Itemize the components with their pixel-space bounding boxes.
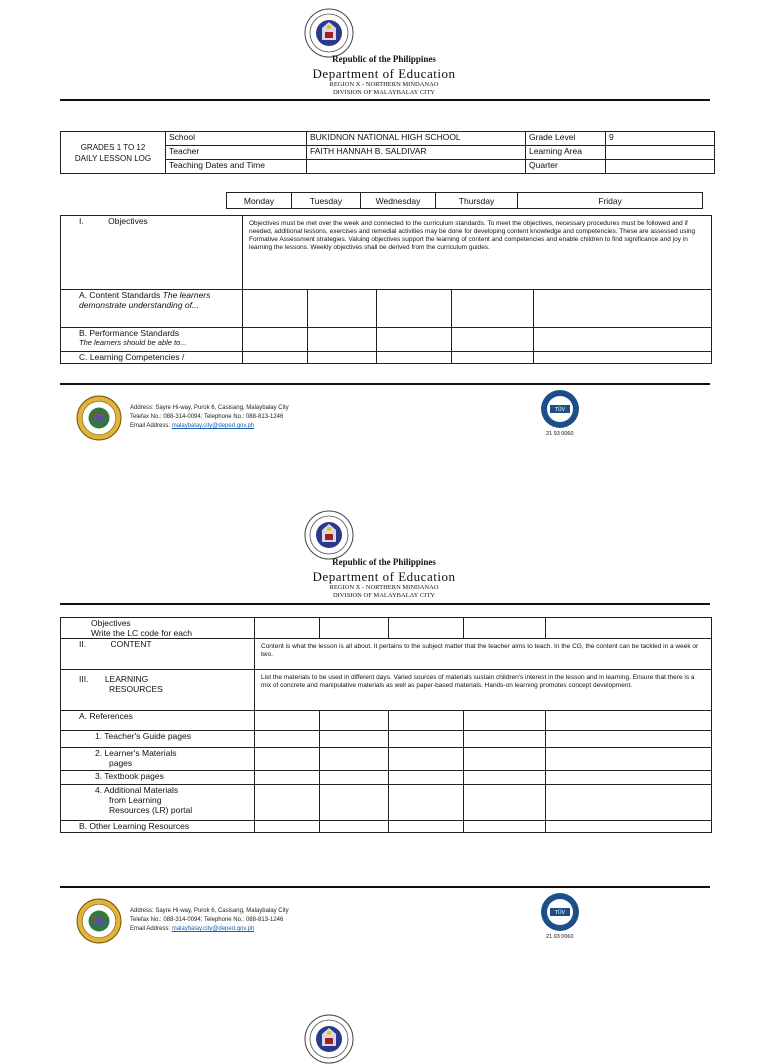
content-row-label: [61, 639, 255, 670]
school-value: BUKIDNON NATIONAL HIGH SCHOOL: [307, 132, 526, 146]
cs-wednesday: [377, 290, 452, 328]
content-num: II.: [79, 639, 87, 649]
performance-std-label: B. Performance Standards: [79, 328, 180, 338]
quarter-value: [606, 160, 715, 174]
learners-mat-1: 2. Learner's Materials: [95, 748, 177, 758]
division-label-2: DIVISION OF MALAYBALAY CITY: [332, 592, 436, 599]
competencies-label: C. Learning Competencies /: [61, 352, 243, 364]
footer-address-block-2: [130, 907, 289, 934]
objectives-text: Objectives must be met over the week and connected to the curriculum standards. To meet the objectives, necessary procedures must be followed and if needed, additional lessons, exercises and remedial activities may be done for developing content knowledge and competencies. These are assessed using Formative Assessment strategies. Valuing objectives support the learning of content and competencies and enable children to find significance and joy in learning the lessons. Weekly objectives shall be derived from the curriculum guides.: [243, 216, 712, 290]
day-monday: Monday: [227, 193, 292, 209]
content-label: CONTENT: [110, 639, 152, 649]
footer-phone-2: Telefax No.: 088-314-0094; Telephone No.: 088-813-1246: [130, 917, 284, 923]
resources-label-2: RESOURCES: [109, 684, 163, 694]
objectives-cont-cell: [61, 618, 255, 639]
resources-label-1: LEARNING: [104, 674, 149, 684]
cs-monday: [243, 290, 308, 328]
footer-phone: Telefax No.: 088-314-0094; Telephone No.: 088-813-1246: [130, 414, 284, 420]
references-label: A. References: [61, 711, 255, 731]
ps-thursday: [452, 328, 534, 352]
other-resources-label: B. Other Learning Resources: [61, 821, 255, 833]
content-std-label: A. Content Standards: [79, 290, 161, 300]
grades-label: GRADES 1 TO 12: [80, 142, 146, 152]
footer-address-block: [130, 404, 289, 431]
deped-seal-icon: [304, 510, 354, 560]
cs-tuesday: [308, 290, 377, 328]
additional-1: 4. Additional Materials: [95, 785, 179, 795]
footer-divider: [60, 383, 710, 385]
footer-email-link-2[interactable]: malaybalay.city@deped.gov.ph: [171, 926, 255, 932]
teacher-value: FAITH HANNAH B. SALDIVAR: [307, 146, 526, 160]
cert-number: 21 93 0060: [546, 431, 574, 437]
tuv-cert-icon: [540, 892, 580, 932]
republic-title: Republic of the Philippines: [332, 54, 436, 64]
day-friday: Friday: [518, 193, 703, 209]
division-seal-icon: [76, 898, 122, 944]
info-table: [60, 131, 715, 174]
footer-address: Address: Sayre Hi-way, Purok 6, Casisang, Malaybalay City: [130, 405, 289, 411]
region-label: REGION X - NORTHERN MINDANAO: [329, 81, 439, 88]
additional-materials-cell: [61, 785, 255, 821]
day-wednesday: Wednesday: [361, 193, 436, 209]
objectives-num: I.: [79, 216, 84, 226]
teacher-label: Teacher: [166, 146, 307, 160]
learning-area-label: Learning Area: [526, 146, 606, 160]
performance-std-cell: [61, 328, 243, 352]
objectives-cont-1: Objectives: [91, 618, 131, 628]
footer-email-label-2: Email Address:: [130, 926, 171, 932]
content-text: Content is what the lesson is all about. It pertains to the subject matter that the teacher aims to teach. In the CG, the content can be tackled in a week or two.: [255, 639, 712, 670]
ps-friday: [534, 328, 712, 352]
region-label-2: REGION X - NORTHERN MINDANAO: [329, 584, 439, 591]
cert-number-2: 21 93 0060: [546, 934, 574, 940]
resources-num: III.: [79, 674, 89, 684]
deped-seal-icon: [304, 8, 354, 58]
tuv-cert-icon: [540, 389, 580, 429]
performance-std-hint: The learners should be able to...: [79, 338, 187, 347]
division-label: DIVISION OF MALAYBALAY CITY: [332, 89, 436, 96]
footer-email-link[interactable]: malaybalay.city@deped.gov.ph: [171, 423, 255, 429]
objectives-table: [60, 215, 712, 364]
resources-text: List the materials to be used in different days. Varied sources of materials sustain children's interest in the lesson and in learning. Ensure that there is a mix of concrete and manipulative materials as well as paper-based materials. Hands-on learning promotes concept development.: [255, 670, 712, 711]
ps-tuesday: [308, 328, 377, 352]
cs-thursday: [452, 290, 534, 328]
cs-friday: [534, 290, 712, 328]
resources-table: [60, 617, 712, 833]
ps-wednesday: [377, 328, 452, 352]
resources-row-label: [61, 670, 255, 711]
learners-mat-2: pages: [109, 758, 133, 768]
division-seal-icon: [76, 395, 122, 441]
school-label: School: [166, 132, 307, 146]
grade-level-value: 9: [606, 132, 715, 146]
footer-email-label: Email Address:: [130, 423, 171, 429]
additional-3: Resources (LR) portal: [109, 805, 193, 815]
additional-2: from Learning: [109, 795, 162, 805]
header-divider: [60, 99, 710, 101]
objectives-row-label: [61, 216, 243, 290]
footer-address-2: Address: Sayre Hi-way, Purok 6, Casisang, Malaybalay City: [130, 908, 289, 914]
day-thursday: Thursday: [436, 193, 518, 209]
ps-monday: [243, 328, 308, 352]
objectives-cont-2: Write the LC code for each: [91, 628, 192, 638]
department-title-2: Department of Education: [312, 569, 456, 584]
department-title: Department of Education: [312, 66, 456, 81]
teachers-guide-label: 1. Teacher's Guide pages: [61, 731, 255, 748]
dates-value: [307, 160, 526, 174]
quarter-label: Quarter: [526, 160, 606, 174]
day-tuesday: Tuesday: [292, 193, 361, 209]
republic-title-2: Republic of the Philippines: [332, 557, 436, 567]
objectives-label: Objectives: [108, 216, 148, 226]
dates-label: Teaching Dates and Time: [166, 160, 307, 174]
learning-area-value: [606, 146, 715, 160]
days-header: [226, 192, 703, 209]
content-std-hint: The learners demonstrate understanding of...: [79, 290, 211, 310]
learners-materials-cell: [61, 748, 255, 771]
grade-level-label: Grade Level: [526, 132, 606, 146]
log-title: DAILY LESSON LOG: [74, 153, 152, 163]
footer-divider-2: [60, 886, 710, 888]
header-divider-2: [60, 603, 710, 605]
deped-seal-icon: [304, 1014, 354, 1064]
textbook-label: 3. Textbook pages: [61, 771, 255, 785]
content-std-cell: [61, 290, 243, 328]
